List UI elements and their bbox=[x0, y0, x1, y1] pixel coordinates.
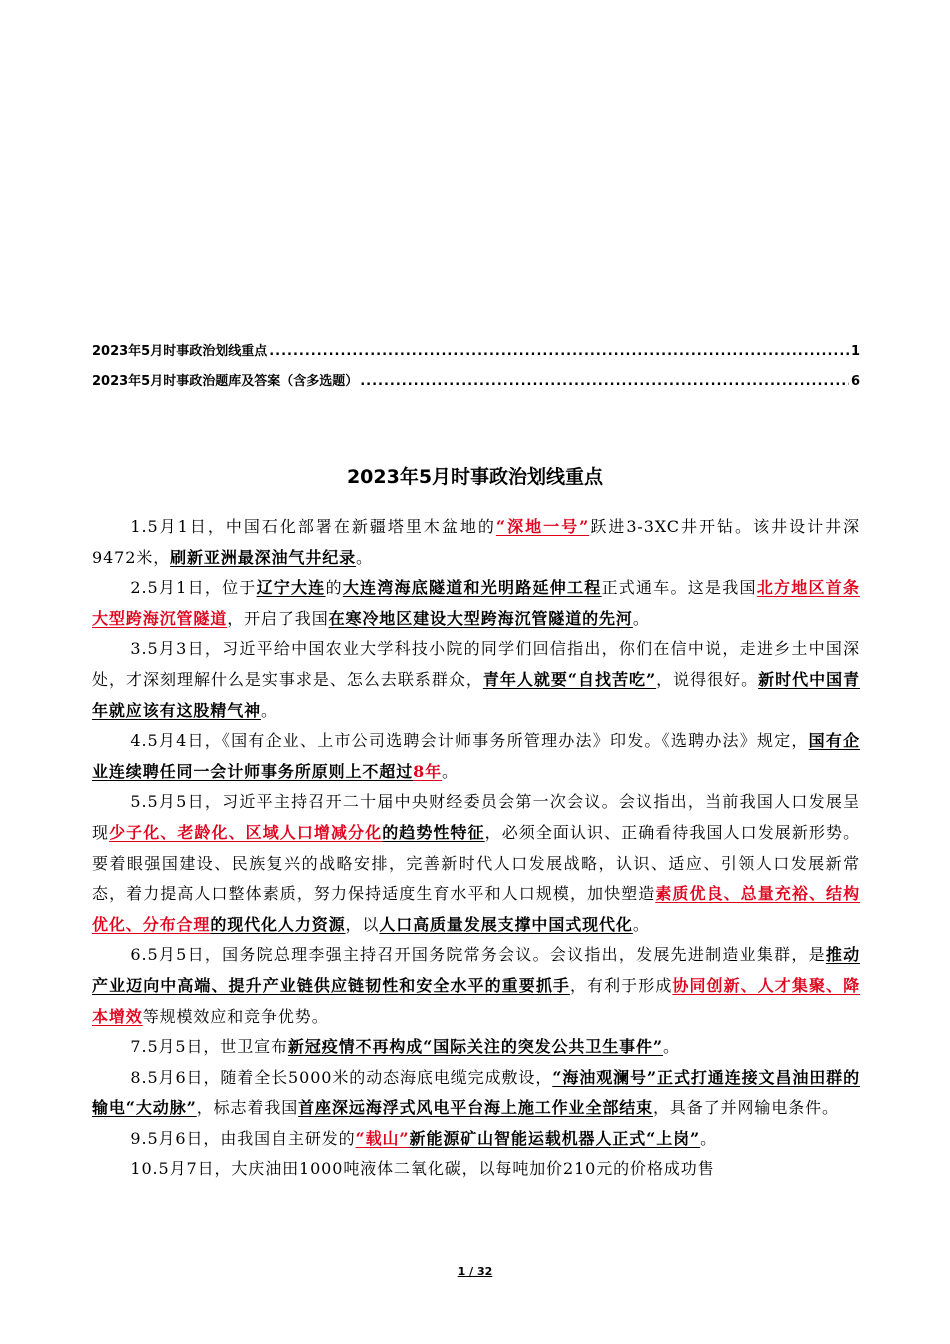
paragraph-text: ，必须全面认识、正确看待我国人口发展新形势。要着眼强国建设、民族复兴的战略安排，完善新时代人口发展战略，认识、适应、引领人口发展新常态，着力提高人口整体素质，努力保持适度生育水平和人口规模，加快塑造 bbox=[92, 822, 860, 904]
paragraph-text: 的 bbox=[325, 578, 343, 598]
paragraph-text: 。 bbox=[700, 1128, 718, 1148]
news-paragraph bbox=[92, 1032, 860, 1063]
news-paragraph bbox=[92, 1154, 860, 1185]
red-highlighted-key-point: “深地一号” bbox=[495, 517, 590, 536]
paragraph-text: ，以 bbox=[345, 914, 380, 934]
paragraph-text: 1.5月1日，中国石化部署在新疆塔里木盆地的 bbox=[130, 517, 496, 536]
paragraph-text: 正式通车。这是我国 bbox=[601, 578, 757, 598]
underlined-key-point: 在寒冷地区建设大型跨海沉管隧道的先河 bbox=[328, 608, 633, 628]
underlined-key-point: 新能源矿山智能运载机器人正式“上岗” bbox=[409, 1128, 701, 1148]
underlined-key-point: 的趋势性特征 bbox=[382, 822, 485, 842]
news-paragraph bbox=[92, 573, 860, 634]
underlined-key-point: 青年人就要“自找苦吃” bbox=[482, 669, 657, 689]
total-page-count: 32 bbox=[477, 1265, 493, 1278]
underlined-key-point: 推动产业迈向中高端、提升产业链供应链韧性和安全水平的重要抓手 bbox=[92, 945, 860, 995]
paragraph-text: 等规模效应和竞争优势。 bbox=[142, 1006, 329, 1026]
toc-entry[interactable] bbox=[92, 340, 860, 370]
paragraph-text: 5.5月5日，习近平主持召开二十届中央财经委员会第一次会议。会议指出，当前我国人口发展呈现 bbox=[92, 792, 860, 842]
news-paragraph bbox=[92, 634, 860, 726]
news-paragraph bbox=[92, 1063, 860, 1124]
underlined-key-point: “海油观澜号”正式打通连接文昌油田群的输电“大动脉” bbox=[92, 1067, 860, 1118]
underlined-key-point: 首座深远海浮式风电平台海上施工作业全部结束 bbox=[298, 1098, 654, 1118]
toc-entry-title: 2023年5月时事政治划线重点 bbox=[92, 344, 268, 359]
red-highlighted-key-point: 北方地区首条大型跨海沉管隧道 bbox=[92, 578, 860, 628]
news-paragraph bbox=[92, 1124, 860, 1155]
underlined-key-point: 大连湾海底隧道和光明路延伸工程 bbox=[342, 578, 602, 598]
paragraph-text: 。 bbox=[632, 914, 650, 934]
document-title: 2023年5月时事政治划线重点 bbox=[346, 466, 604, 488]
paragraph-text: ，标志着我国 bbox=[196, 1098, 299, 1118]
red-highlighted-key-point: “载山” bbox=[355, 1128, 410, 1148]
toc-leader-dots bbox=[269, 344, 849, 359]
table-of-contents bbox=[92, 340, 860, 400]
paragraph-text: 。 bbox=[261, 700, 278, 720]
underlined-key-point: 新时代中国青年就应该有这股精气神 bbox=[92, 669, 861, 720]
paragraph-text: 6.5月5日，国务院总理李强主持召开国务院常务会议。会议指出，发展先进制造业集群，是 bbox=[130, 945, 826, 965]
underlined-key-point: 人口高质量发展支撑中国式现代化 bbox=[379, 914, 633, 934]
toc-entry-title: 2023年5月时事政治题库及答案（含多选题） bbox=[92, 374, 359, 389]
underlined-key-point: 的现代化人力资源 bbox=[210, 914, 346, 934]
paragraph-text: 。 bbox=[632, 608, 650, 628]
red-highlighted-key-point: 素质优良、总量充裕、结构优化、分布合理 bbox=[92, 884, 860, 934]
paragraph-text: ，说得很好。 bbox=[656, 669, 759, 689]
toc-leader-dots bbox=[360, 374, 849, 389]
news-paragraph bbox=[92, 940, 860, 1032]
current-page-number: 1 bbox=[457, 1265, 466, 1278]
news-paragraph bbox=[92, 787, 860, 940]
paragraph-text: 。 bbox=[442, 761, 459, 781]
toc-entry[interactable] bbox=[92, 370, 860, 400]
underlined-key-point: 新冠疫情不再构成“国际关注的突发公共卫生事件” bbox=[287, 1037, 664, 1057]
underlined-key-point: 国有企业连续聘任同一会计师事务所原则上不超过 bbox=[92, 731, 860, 781]
paragraph-text: 7.5月5日，世卫宣布 bbox=[130, 1037, 288, 1057]
paragraph-text: 3.5月3日，习近平给中国农业大学科技小院的同学们回信指出，你们在信中说，走进乡土中国深处，才深刻理解什么是实事求是、怎么去联系群众， bbox=[92, 639, 860, 689]
paragraph-text: 8.5月6日，随着全长5000米的动态海底电缆完成敷设， bbox=[130, 1067, 553, 1087]
paragraph-text: ，具备了并网输电条件。 bbox=[653, 1098, 839, 1118]
paragraph-text: 9.5月6日，由我国自主研发的 bbox=[130, 1128, 356, 1148]
paragraph-text: 。 bbox=[356, 547, 373, 567]
underlined-key-point: 辽宁大连 bbox=[256, 578, 326, 598]
paragraph-text: 10.5月7日，大庆油田1000吨液体二氧化碳，以每吨加价210元的价格成功售 bbox=[130, 1159, 715, 1179]
underlined-key-point: 刷新亚洲最深油气井纪录 bbox=[170, 547, 357, 567]
red-highlighted-key-point: 8年 bbox=[413, 761, 443, 781]
news-paragraph bbox=[92, 512, 860, 573]
red-highlighted-key-point: 少子化、老龄化、区域人口增减分化 bbox=[109, 822, 383, 842]
paragraph-text: 跃进3-3XC井开钻。该井设计井深9472米， bbox=[92, 517, 860, 567]
page-separator: / bbox=[465, 1265, 478, 1278]
paragraph-text: 。 bbox=[663, 1037, 680, 1057]
toc-entry-page: 1 bbox=[850, 344, 860, 359]
document-body bbox=[92, 512, 860, 1185]
toc-entry-page: 6 bbox=[850, 374, 860, 389]
paragraph-text: 4.5月4日，《国有企业、上市公司选聘会计师事务所管理办法》印发。《选聘办法》规定， bbox=[130, 731, 809, 751]
paragraph-text: ，开启了我国 bbox=[227, 608, 329, 628]
page-number-footer bbox=[0, 1265, 950, 1278]
paragraph-text: 2.5月1日，位于 bbox=[130, 578, 257, 598]
paragraph-text: ，有利于形成 bbox=[569, 975, 673, 995]
red-highlighted-key-point: 协同创新、人才集聚、降本增效 bbox=[92, 975, 860, 1026]
news-paragraph bbox=[92, 726, 860, 787]
